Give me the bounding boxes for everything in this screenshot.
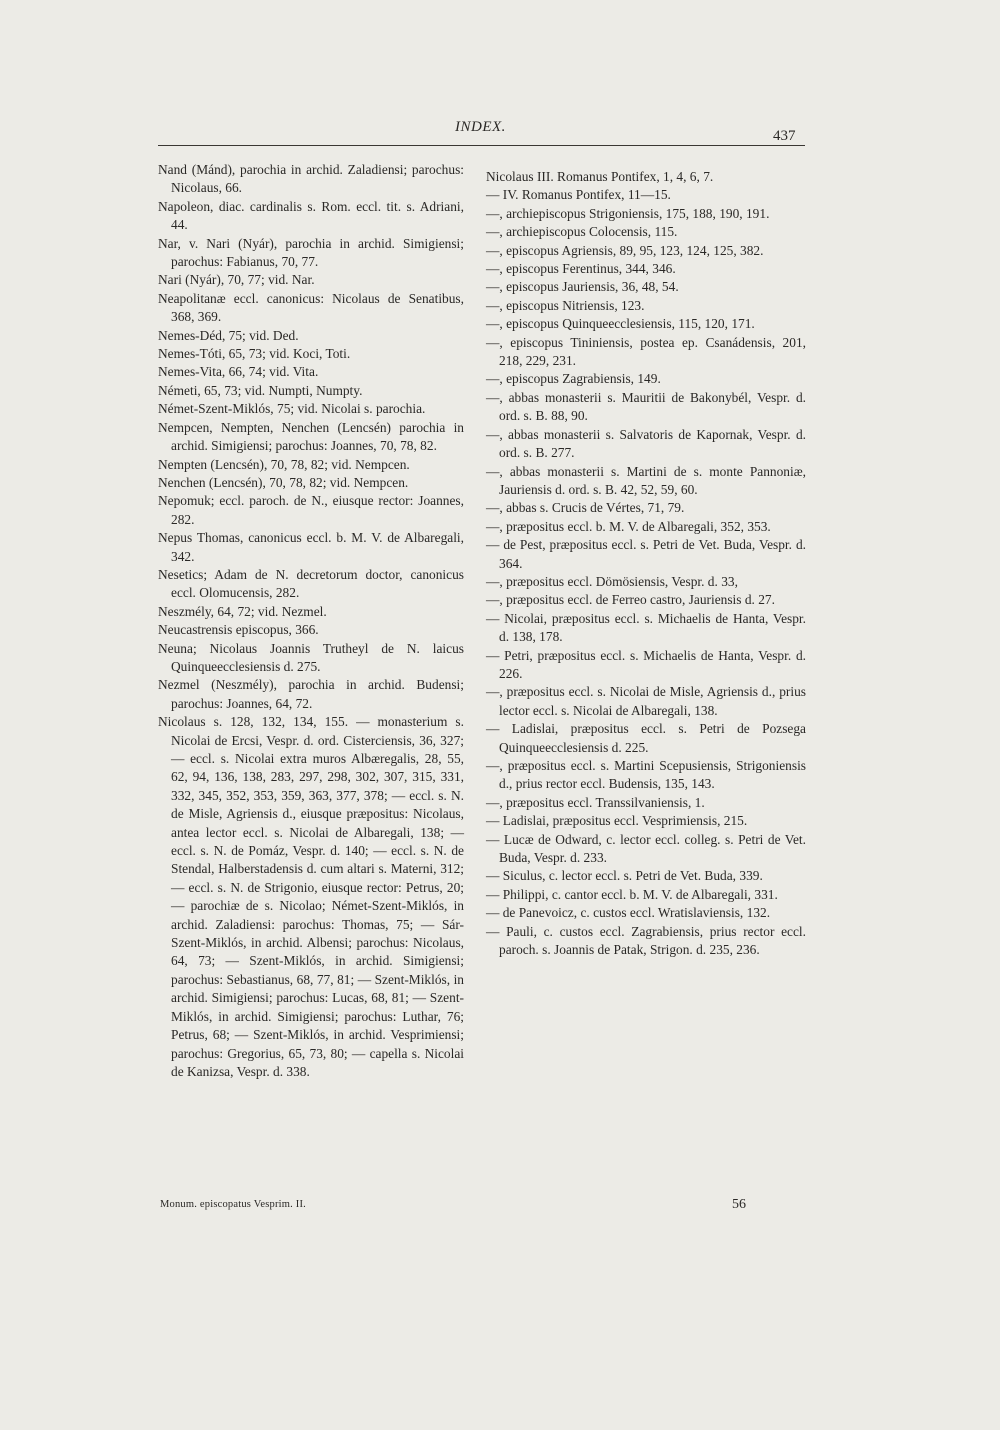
index-entry: Napoleon, diac. cardinalis s. Rom. eccl. tit. s. Adriani, 44. <box>158 198 464 233</box>
index-entry: Nepus Thomas, canonicus eccl. b. M. V. de Albaregali, 342. <box>158 530 464 564</box>
index-entry: Neszmély, 64, 72; vid. Nezmel. <box>158 603 327 619</box>
index-entry: Nicolaus s. 128, 132, 134, 155. — monasterium s. Nicolai de Ercsi, Vespr. d. ord. Cisterciensis, 36, 327; — eccl. s. Nicolai extra muros Albæregalis, 28, 55, 62, 94, 136, 138, 283, 297, 298, 302, 307, 315, 331, 332, 345, 352, 353, 359, 363, 377, 378; — eccl. s. N. de Misle, Agriensis d., eiusque præpositus: Nicolaus, antea lector eccl. s. Nicolai de Albaregali, 138; — eccl. s. N. de Pomáz, Vespr. d. 140; — eccl. s. N. de Stendal, Halberstadensis d. cum altari s. Materni, 312; — eccl. s. N. de Strigonio, eiusque rector: Petrus, 20; — parochiæ de s. Nicolao; Német-Szent-Miklós, in archid. Zaladiensi: parochus: Thomas, 75; — Sár-Szent-Miklós, in archid. Albensi; parochus: Nicolaus, 64, 73; — Szent-Miklós, in archid. Simigiensi; parochus: Sebastianus, 68, 77, 81; — Szent-Miklós, in archid. Simigiensi; parochus: Lucas, 68, 81; — Szent-Miklós, in archid. Simigiensi; parochus: Luthar, 76; Petrus, 68; — Szent-Miklós, in archid. Vesprimiensi; parochus: Gregorius, 65, 73, 80; — capella s. Nicolai de Kanizsa, Vespr. d. 338. <box>158 714 464 1079</box>
index-entry: —, episcopus Ferentinus, 344, 346. <box>486 261 676 277</box>
index-entry: — de Panevoicz, c. custos eccl. Wratislaviensis, 132. <box>486 905 771 921</box>
page-header-title: INDEX. <box>455 119 506 135</box>
index-entry: — Nicolai, præpositus eccl. s. Michaelis de Hanta, Vespr. d. 138, 178. <box>486 610 806 645</box>
index-entry: —, abbas monasterii s. Mauritii de Bakonybél, Vespr. d. ord. s. B. 88, 90. <box>486 389 806 424</box>
index-entry: —, archiepiscopus Colocensis, 115. <box>486 224 678 240</box>
footer-note: Monum. episcopatus Vesprim. II. <box>160 1199 306 1210</box>
index-entry: —, episcopus Jauriensis, 36, 48, 54. <box>486 279 679 295</box>
index-column-left <box>158 161 464 1081</box>
signature-mark: 56 <box>732 1197 746 1212</box>
index-entry: — Philippi, c. cantor eccl. b. M. V. de Albaregali, 331. <box>486 886 778 902</box>
index-entry: — Ladislai, præpositus eccl. s. Petri de Pozsega Quinqueecclesiensis d. 225. <box>486 721 806 755</box>
index-entry: — Lucæ de Odward, c. lector eccl. colleg. s. Petri de Vet. Buda, Vespr. d. 233. <box>486 831 806 866</box>
index-entry: —, præpositus eccl. b. M. V. de Albaregali, 352, 353. <box>486 518 771 534</box>
index-entry: —, præpositus eccl. Dömösiensis, Vespr. d. 33, <box>486 573 738 589</box>
header-rule <box>158 145 805 146</box>
index-entry: Nicolaus III. Romanus Pontifex, 1, 4, 6, 7. <box>486 169 714 184</box>
index-entry: —, præpositus eccl. Transsilvaniensis, 1. <box>486 794 705 810</box>
index-entry: Nari (Nyár), 70, 77; vid. Nar. <box>158 272 315 288</box>
index-entry: — IV. Romanus Pontifex, 11—15. <box>486 187 671 203</box>
index-entry: Nesetics; Adam de N. decretorum doctor, canonicus eccl. Olomucensis, 282. <box>158 566 464 601</box>
index-entry: Neuna; Nicolaus Joannis Trutheyl de N. laicus Quinqueecclesiensis d. 275. <box>158 640 464 674</box>
index-entry: —, episcopus Quinqueecclesiensis, 115, 120, 171. <box>486 316 755 332</box>
index-entry: Neapolitanæ eccl. canonicus: Nicolaus de Senatibus, 368, 369. <box>158 290 464 325</box>
index-entry: Német-Szent-Miklós, 75; vid. Nicolai s. parochia. <box>158 401 426 417</box>
index-entry: Nezmel (Neszmély), parochia in archid. Budensi; parochus: Joannes, 64, 72. <box>158 677 464 711</box>
index-entry: Neucastrensis episcopus, 366. <box>158 622 319 638</box>
index-entry: Nemes-Tóti, 65, 73; vid. Koci, Toti. <box>158 346 351 362</box>
index-entry: —, præpositus eccl. s. Martini Scepusiensis, Strigoniensis d., prius rector eccl. Budensis, 135, 143. <box>486 758 806 792</box>
index-entry: Nemes-Déd, 75; vid. Ded. <box>158 327 299 343</box>
index-entry: —, præpositus eccl. s. Nicolai de Misle, Agriensis d., prius lector eccl. s. Nicolai de Albaregali, 138. <box>486 684 806 718</box>
index-entry: —, abbas monasterii s. Salvatoris de Kapornak, Vespr. d. ord. s. B. 277. <box>486 426 806 461</box>
index-entry: Nepomuk; eccl. paroch. de N., eiusque rector: Joannes, 282. <box>158 493 464 527</box>
index-entry: Nempten (Lencsén), 70, 78, 82; vid. Nempcen. <box>158 456 410 472</box>
index-entry: — Pauli, c. custos eccl. Zagrabiensis, prius rector eccl. paroch. s. Joannis de Patak, Strigon. d. 235, 236. <box>486 923 806 958</box>
index-entry: —, episcopus Zagrabiensis, 149. <box>486 371 661 387</box>
index-entry: — Ladislai, præpositus eccl. Vesprimiensis, 215. <box>486 813 748 829</box>
index-entry: —, abbas s. Crucis de Vértes, 71, 79. <box>486 500 685 516</box>
index-entry: Németi, 65, 73; vid. Numpti, Numpty. <box>158 382 363 398</box>
index-entry: Nand (Mánd), parochia in archid. Zaladiensi; parochus: Nicolaus, 66. <box>158 162 464 196</box>
index-column-right <box>486 168 806 959</box>
index-entry: —, episcopus Agriensis, 89, 95, 123, 124, 125, 382. <box>486 242 764 258</box>
index-entry: Nemes-Vita, 66, 74; vid. Vita. <box>158 364 319 380</box>
index-entry: —, abbas monasterii s. Martini de s. monte Pannoniæ, Jauriensis d. ord. s. B. 42, 52, 59, 60. <box>486 463 806 497</box>
index-entry: — de Pest, præpositus eccl. s. Petri de Vet. Buda, Vespr. d. 364. <box>486 537 806 571</box>
index-entry: — Siculus, c. lector eccl. s. Petri de Vet. Buda, 339. <box>486 868 763 884</box>
index-entry: Nenchen (Lencsén), 70, 78, 82; vid. Nempcen. <box>158 474 409 490</box>
index-entry: —, episcopus Nitriensis, 123. <box>486 297 645 313</box>
index-entry: Nar, v. Nari (Nyár), parochia in archid. Simigiensi; parochus: Fabianus, 70, 77. <box>158 235 464 270</box>
index-entry: —, episcopus Tininiensis, postea ep. Csanádensis, 201, 218, 229, 231. <box>486 334 806 369</box>
index-entry: Nempcen, Nempten, Nenchen (Lencsén) parochia in archid. Simigiensi; parochus: Joannes, 70, 78, 82. <box>158 419 464 454</box>
index-entry: —, præpositus eccl. de Ferreo castro, Jauriensis d. 27. <box>486 592 775 608</box>
page-number: 437 <box>773 128 796 144</box>
index-entry: — Petri, præpositus eccl. s. Michaelis de Hanta, Vespr. d. 226. <box>486 647 806 681</box>
index-entry: —, archiepiscopus Strigoniensis, 175, 188, 190, 191. <box>486 205 770 221</box>
